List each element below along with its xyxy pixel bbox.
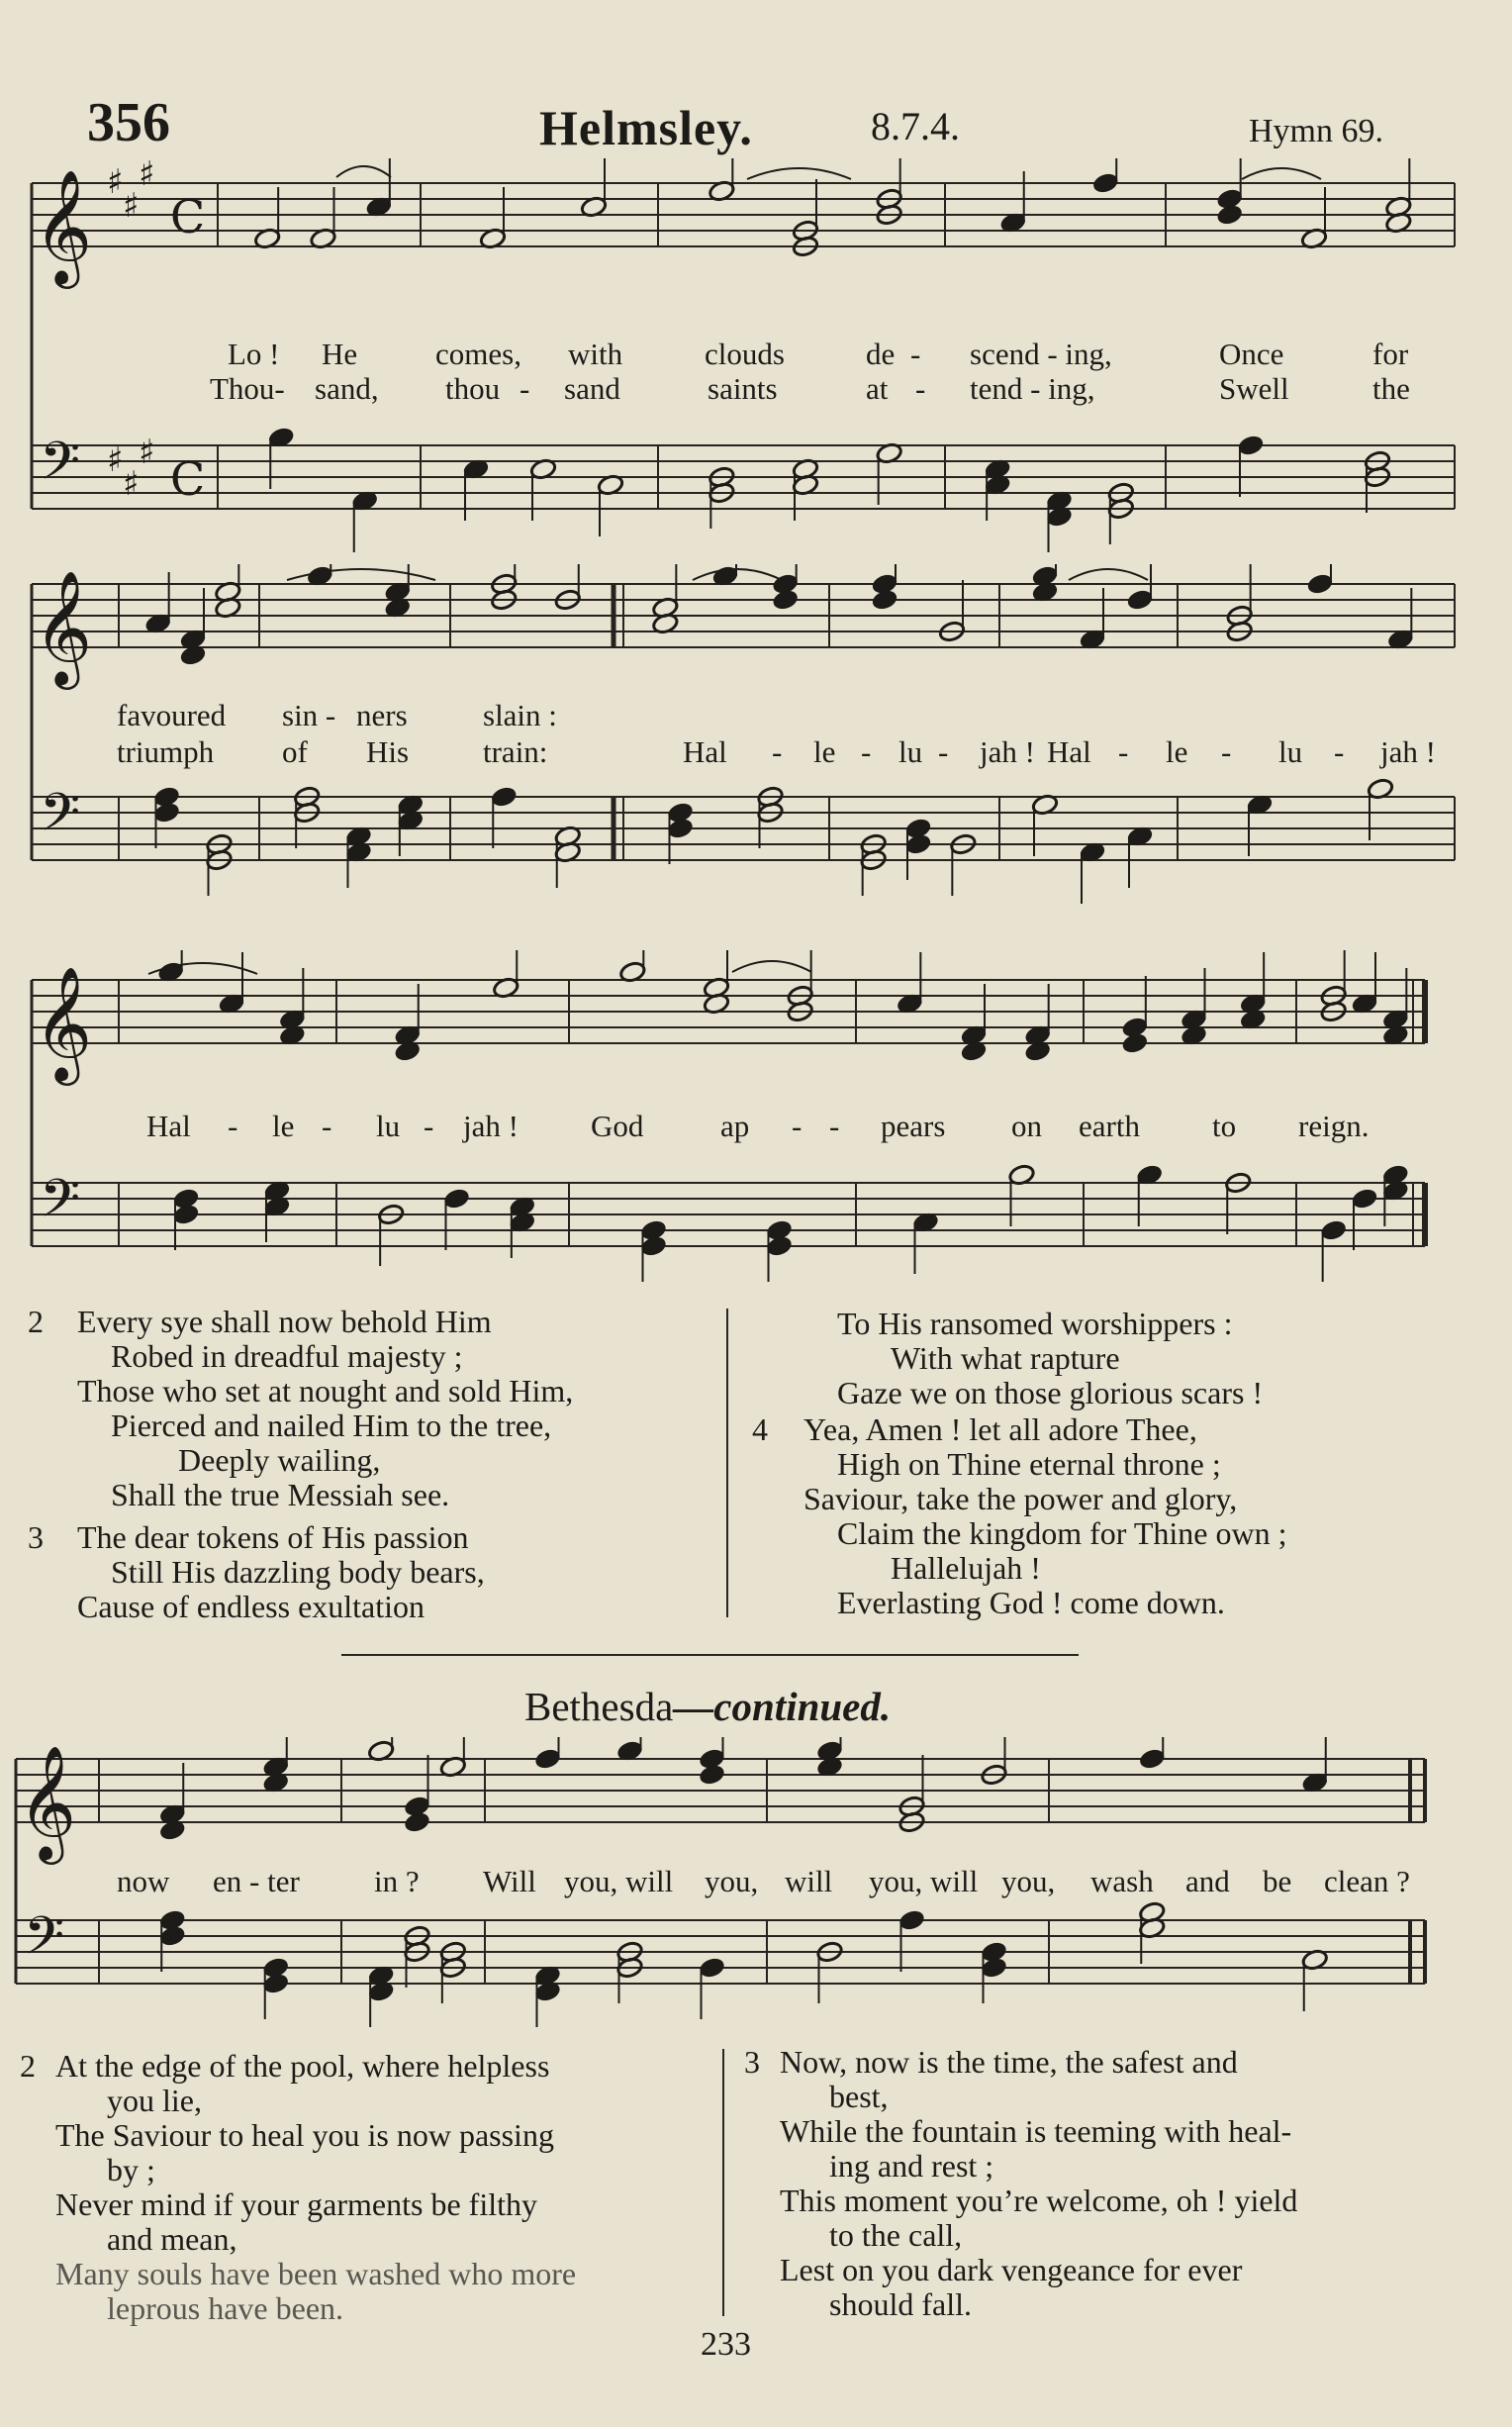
note-head-lower <box>904 832 932 855</box>
bass-clef-icon: 𝄢 <box>40 1169 81 1242</box>
verses-left <box>28 1305 573 1624</box>
lyric-syllable: sin - <box>282 698 336 732</box>
verse-line: Everlasting God ! come down. <box>837 1585 1225 1620</box>
verse-line: Gaze we on those glorious scars ! <box>837 1375 1264 1410</box>
note-head <box>1091 171 1119 194</box>
note-head-lower <box>1216 203 1244 226</box>
verse-line: Robed in dreadful majesty ; <box>111 1338 463 1374</box>
note-head <box>442 1187 470 1210</box>
treble-clef-icon: 𝄞 <box>18 1744 77 1860</box>
note-head-lower <box>262 1972 290 1994</box>
lyric-syllable: - <box>1221 734 1232 769</box>
verse-line: The Saviour to heal you is now passing <box>55 2117 554 2153</box>
lyric-syllable: favoured <box>117 698 227 732</box>
lyric-syllable: Thou- <box>210 371 285 406</box>
verse-number: 3 <box>744 2044 760 2080</box>
lyric-syllable: reign. <box>1298 1109 1370 1143</box>
slur <box>336 166 391 177</box>
note-head-lower <box>666 817 694 839</box>
verse-line: ing and rest ; <box>829 2148 994 2184</box>
bass-clef-icon: 𝄢 <box>40 432 81 505</box>
continued-verse-divider <box>722 2049 724 2316</box>
verse-line: Every sye shall now behold Him <box>77 1304 492 1339</box>
lyric-syllable: His <box>366 734 410 769</box>
lyric-syllable: will <box>785 1864 833 1898</box>
verse-line: Still His dazzling body bears, <box>111 1554 485 1590</box>
continued-tune-name: Bethesda <box>524 1684 674 1729</box>
lyrics-line-1-verse-1 <box>0 337 1512 372</box>
lyric-syllable: comes, <box>435 337 521 371</box>
lyric-syllable: le <box>272 1109 295 1143</box>
continued-verses-left <box>20 2049 576 2326</box>
lyric-syllable: now <box>117 1864 170 1898</box>
continued-suffix: —continued. <box>673 1684 892 1729</box>
lyric-syllable: ners <box>356 698 408 732</box>
lyric-syllable: saints <box>708 371 778 406</box>
lyric-syllable: de <box>866 337 896 371</box>
section-rule <box>341 1654 1079 1656</box>
continued-verses-right <box>744 2045 1297 2322</box>
lyric-syllable: and <box>1185 1864 1230 1898</box>
verse-line: Claim the kingdom for Thine own ; <box>837 1515 1287 1551</box>
common-time-icon: C <box>170 452 206 506</box>
slur <box>1069 569 1148 580</box>
lyric-syllable: - <box>915 371 926 406</box>
lyric-syllable: lu <box>376 1109 401 1143</box>
lyric-syllable: earth <box>1079 1109 1140 1143</box>
lyric-syllable: en - ter <box>213 1864 300 1898</box>
lyric-syllable: for <box>1372 337 1409 371</box>
bass-clef-icon: 𝄢 <box>24 1906 65 1980</box>
verse-2-continued <box>752 1307 1286 1410</box>
lyric-syllable: - <box>792 1109 803 1143</box>
verse-line: Hallelujah ! <box>891 1550 1041 1586</box>
sharp-icon: ♯ <box>123 186 140 226</box>
meter: 8.7.4. <box>871 104 960 148</box>
verse-line: While the fountain is teeming with heal- <box>780 2113 1292 2149</box>
verse-line: and mean, <box>107 2221 237 2257</box>
lyric-syllable: Swell <box>1219 371 1289 406</box>
note-head-lower <box>871 588 898 611</box>
slur <box>747 168 851 179</box>
lyric-syllable: God <box>591 1109 644 1143</box>
lyric-syllable: sand, <box>315 371 379 406</box>
verse-line: Pierced and nailed Him to the tree, <box>111 1408 552 1443</box>
treble-clef-icon: 𝄞 <box>34 168 93 284</box>
lyric-syllable: - <box>520 371 530 406</box>
lyric-syllable: at <box>866 371 889 406</box>
sharp-icon: ♯ <box>139 433 155 472</box>
lyric-syllable: He <box>322 337 358 371</box>
verse-line: At the edge of the pool, where helpless <box>55 2048 550 2084</box>
verse-line: Lest on you dark vengeance for ever <box>780 2252 1243 2287</box>
verse-number: 3 <box>28 1519 44 1555</box>
verse-line: To His ransomed worshippers : <box>837 1306 1233 1341</box>
sharp-icon: ♯ <box>139 158 155 194</box>
note-head-lower <box>980 1956 1007 1979</box>
lyric-syllable: - <box>322 1109 332 1143</box>
verse-line: With what rapture <box>891 1340 1120 1376</box>
hymn-reference: Hymn 69. <box>1249 113 1383 149</box>
note-head <box>1237 434 1265 456</box>
lyric-syllable: Once <box>1219 337 1284 371</box>
lyric-syllable: jah ! <box>463 1109 519 1143</box>
lyric-syllable: Hal <box>1047 734 1091 769</box>
verse-line: Shall the true Messiah see. <box>111 1477 450 1512</box>
lyric-syllable: pears <box>881 1109 946 1143</box>
verse-line: Now, now is the time, the safest and <box>780 2044 1238 2080</box>
lyrics-line-continued <box>0 1864 1512 1899</box>
lyrics-line-3 <box>0 1109 1512 1144</box>
lyric-syllable: - <box>829 1109 840 1143</box>
note-head-lower <box>172 1203 200 1225</box>
verse-line: Never mind if your garments be filthy <box>55 2186 537 2222</box>
verse-number: 2 <box>28 1304 44 1339</box>
slur <box>1242 168 1321 179</box>
lyric-syllable: Hal <box>146 1109 191 1143</box>
lyric-syllable: triumph <box>117 734 215 769</box>
lyric-syllable: lu <box>898 734 923 769</box>
lyric-syllable: in ? <box>374 1864 420 1898</box>
lyric-syllable: - <box>1334 734 1345 769</box>
note-head-lower <box>152 801 180 824</box>
bass-clef-icon: 𝄢 <box>40 783 81 856</box>
lyric-syllable: - <box>424 1109 434 1143</box>
lyric-syllable: with <box>568 337 623 371</box>
note-head <box>533 1747 561 1770</box>
lyric-syllable: Will <box>483 1864 536 1898</box>
slur <box>732 961 811 972</box>
lyric-syllable: - <box>772 734 783 769</box>
lyric-syllable: to <box>1212 1109 1237 1143</box>
common-time-icon: C <box>170 190 206 243</box>
lyric-syllable: wash <box>1090 1864 1154 1898</box>
lyric-syllable: jah ! <box>980 734 1035 769</box>
lyric-syllable: you, <box>1001 1864 1056 1898</box>
lyric-syllable: - <box>910 337 921 371</box>
note-head <box>490 785 518 808</box>
note-head <box>898 1908 925 1931</box>
continued-title <box>524 1683 891 1730</box>
lyrics-line-2-verse-1 <box>0 698 1512 733</box>
sharp-icon: ♯ <box>107 162 124 202</box>
lyric-syllable: le <box>1166 734 1188 769</box>
page-number: 233 <box>701 2326 751 2363</box>
note-head <box>1138 1747 1166 1770</box>
lyric-syllable: the <box>1372 371 1410 406</box>
verse-line: Cause of endless exultation <box>77 1589 425 1624</box>
verse-line: Those who set at nought and sold Him, <box>77 1373 574 1408</box>
verse-divider <box>726 1309 728 1617</box>
verse-line: should fall. <box>829 2286 972 2322</box>
lyric-syllable: Hal <box>683 734 727 769</box>
note-head <box>1320 1218 1348 1241</box>
note-head-lower <box>403 1810 430 1833</box>
lyric-syllable: be <box>1263 1864 1292 1898</box>
lyric-syllable: ap <box>720 1109 750 1143</box>
verse-4 <box>752 1412 1286 1620</box>
verse-3 <box>28 1520 573 1624</box>
verse-line: High on Thine eternal throne ; <box>837 1446 1221 1482</box>
lyric-syllable: clean ? <box>1324 1864 1410 1898</box>
verse-2 <box>28 1305 573 1512</box>
verse-line: This moment you’re welcome, oh ! yield <box>780 2183 1298 2218</box>
lyric-syllable: of <box>282 734 308 769</box>
hymn-number: 356 <box>87 92 170 153</box>
verse-line: Deeply wailing, <box>178 1442 381 1478</box>
lyric-syllable: you, <box>705 1864 759 1898</box>
lyric-syllable: thou <box>445 371 501 406</box>
note-head-lower <box>698 1763 725 1786</box>
lyric-syllable: jah ! <box>1380 734 1436 769</box>
lyric-syllable: clouds <box>705 337 785 371</box>
verse-number: 2 <box>20 2048 36 2084</box>
lyric-syllable: slain : <box>483 698 557 732</box>
sharp-icon: ♯ <box>107 440 124 480</box>
lyric-syllable: le <box>813 734 836 769</box>
lyric-syllable: on <box>1011 1109 1042 1143</box>
lyric-syllable: Lo ! <box>228 337 280 371</box>
treble-clef-icon: 𝄞 <box>34 569 93 685</box>
lyric-syllable: tend - ing, <box>970 371 1095 406</box>
lyric-syllable: - <box>1118 734 1129 769</box>
verse-line: Saviour, take the power and glory, <box>803 1481 1238 1516</box>
sharp-icon: ♯ <box>123 464 140 504</box>
note-head <box>698 1956 725 1979</box>
verse-line: to the call, <box>829 2217 963 2253</box>
lyric-syllable: train: <box>483 734 548 769</box>
note-head-lower <box>1121 1031 1149 1054</box>
verse-line: leprous have been. <box>107 2290 344 2326</box>
verse-line: Many souls have been washed who more <box>55 2256 577 2291</box>
verses-right <box>752 1307 1286 1620</box>
note-head-lower <box>639 1234 667 1257</box>
lyric-syllable: sand <box>564 371 620 406</box>
verse-number: 4 <box>752 1411 768 1447</box>
lyric-syllable: lu <box>1278 734 1303 769</box>
note-head-lower <box>765 1234 793 1257</box>
note-head <box>1126 588 1154 611</box>
lyric-syllable: scend - ing, <box>970 337 1112 371</box>
lyric-syllable: you, will <box>869 1864 979 1898</box>
treble-clef-icon: 𝄞 <box>34 965 93 1081</box>
lyric-syllable: you, will <box>564 1864 674 1898</box>
verse-line: best, <box>829 2079 889 2114</box>
note-head-lower <box>158 1924 186 1947</box>
lyric-syllable: - <box>228 1109 238 1143</box>
verse-line: by ; <box>107 2152 155 2187</box>
lyrics-line-1-verse-2 <box>0 371 1512 407</box>
note-head-lower <box>772 588 800 611</box>
note-head <box>1351 1187 1378 1210</box>
verse-line: The dear tokens of His passion <box>77 1519 469 1555</box>
verse-line: Yea, Amen ! let all adore Thee, <box>803 1411 1197 1447</box>
verse-line: you lie, <box>107 2083 202 2118</box>
tune-name: Helmsley. <box>539 100 753 155</box>
lyric-syllable: - <box>938 734 949 769</box>
lyrics-line-2-verse-2 <box>0 734 1512 770</box>
lyric-syllable: - <box>861 734 872 769</box>
note-head <box>1306 572 1334 595</box>
